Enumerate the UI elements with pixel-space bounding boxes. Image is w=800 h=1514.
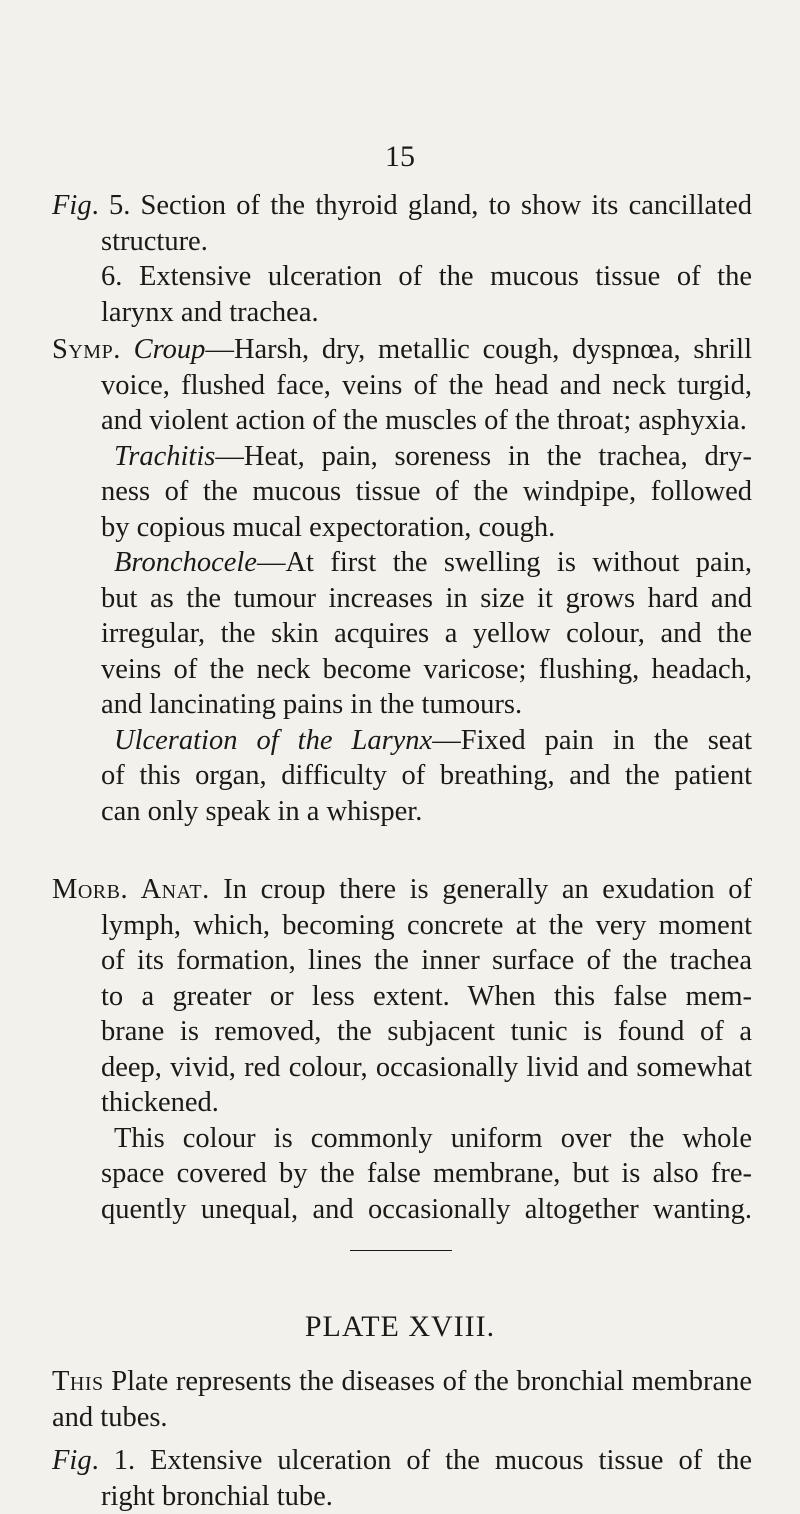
ulceration-term: Ulceration of the Larynx (114, 725, 432, 756)
morbid-anatomy-section (52, 872, 752, 1227)
morbid-line-5: brane is removed, the subjacent tunic is found of a (52, 1014, 752, 1050)
plate-figure-list (52, 1443, 752, 1514)
plate-description (52, 1364, 752, 1435)
croup-line-2: voice, flushed face, veins of the head and neck turgid, (52, 368, 752, 404)
bronchocele-term: Bronchocele (114, 547, 257, 578)
page-number: 15 (0, 140, 800, 174)
plate-fig-1-line-2: right bronchial tube. (52, 1479, 752, 1514)
symptoms-heading: Symp. (52, 334, 121, 365)
fig-label: Fig (52, 1445, 92, 1476)
plate-title: PLATE XVIII. (0, 1310, 800, 1344)
bronchocele-line-5: and lancinating pains in the tumours. (52, 687, 752, 723)
plate-intro-line-1: This Plate represents the diseases of the bronchial membrane (52, 1364, 752, 1400)
morbid-line-7: thickened. (52, 1085, 752, 1121)
plate-intro-lead: This (52, 1366, 104, 1397)
fig-5-line-1: Fig. 5. Section of the thyroid gland, to show its cancillated (52, 188, 752, 224)
bronchocele-line-4: veins of the neck become varicose; flushing, headach, (52, 652, 752, 688)
bronchocele-line-1: Bronchocele—At first the swelling is without pain, (52, 545, 752, 581)
croup-term: Croup (134, 334, 206, 365)
section-divider (350, 1250, 452, 1251)
morbid-line-3: of its formation, lines the inner surface of the trachea (52, 943, 752, 979)
fig-6-line-1: 6. Extensive ulceration of the mucous tissue of the (52, 259, 752, 295)
trachitis-line-2: ness of the mucous tissue of the windpipe, followed (52, 474, 752, 510)
ulceration-line-3: can only speak in a whisper. (52, 794, 752, 830)
trachitis-term: Trachitis (114, 441, 215, 472)
fig-label: Fig (52, 190, 92, 221)
figure-list (52, 188, 752, 330)
morbid-line-6: deep, vivid, red colour, occasionally livid and somewhat (52, 1050, 752, 1086)
morbid-line-8: This colour is commonly uniform over the whole (52, 1121, 752, 1157)
ulceration-line-2: of this organ, difficulty of breathing, and the patient (52, 758, 752, 794)
bronchocele-line-3: irregular, the skin acquires a yellow colour, and the (52, 616, 752, 652)
symptoms-line-1: Symp. Croup—Harsh, dry, metallic cough, dyspnœa, shrill (52, 332, 752, 368)
morbid-line-10: quently unequal, and occasionally altogether wanting. (52, 1192, 752, 1228)
trachitis-line-1: Trachitis—Heat, pain, soreness in the trachea, dry- (52, 439, 752, 475)
bronchocele-line-2: but as the tumour increases in size it grows hard and (52, 581, 752, 617)
morbid-anatomy-heading: Morb. Anat. (52, 874, 210, 905)
fig-6-line-2: larynx and trachea. (52, 295, 752, 331)
morbid-line-1: Morb. Anat. In croup there is generally an exudation of (52, 872, 752, 908)
fig-5-line-2: structure. (52, 224, 752, 260)
ulceration-line-1: Ulceration of the Larynx—Fixed pain in the seat (52, 723, 752, 759)
croup-line-3: and violent action of the muscles of the throat; asphyxia. (52, 403, 752, 439)
trachitis-line-3: by copious mucal expectoration, cough. (52, 510, 752, 546)
morbid-line-4: to a greater or less extent. When this false mem- (52, 979, 752, 1015)
symptoms-section (52, 332, 752, 829)
plate-fig-1-line-1: Fig. 1. Extensive ulceration of the mucous tissue of the (52, 1443, 752, 1479)
morbid-line-2: lymph, which, becoming concrete at the very moment (52, 908, 752, 944)
plate-intro-line-2: and tubes. (52, 1400, 752, 1436)
morbid-line-9: space covered by the false membrane, but is also fre- (52, 1156, 752, 1192)
